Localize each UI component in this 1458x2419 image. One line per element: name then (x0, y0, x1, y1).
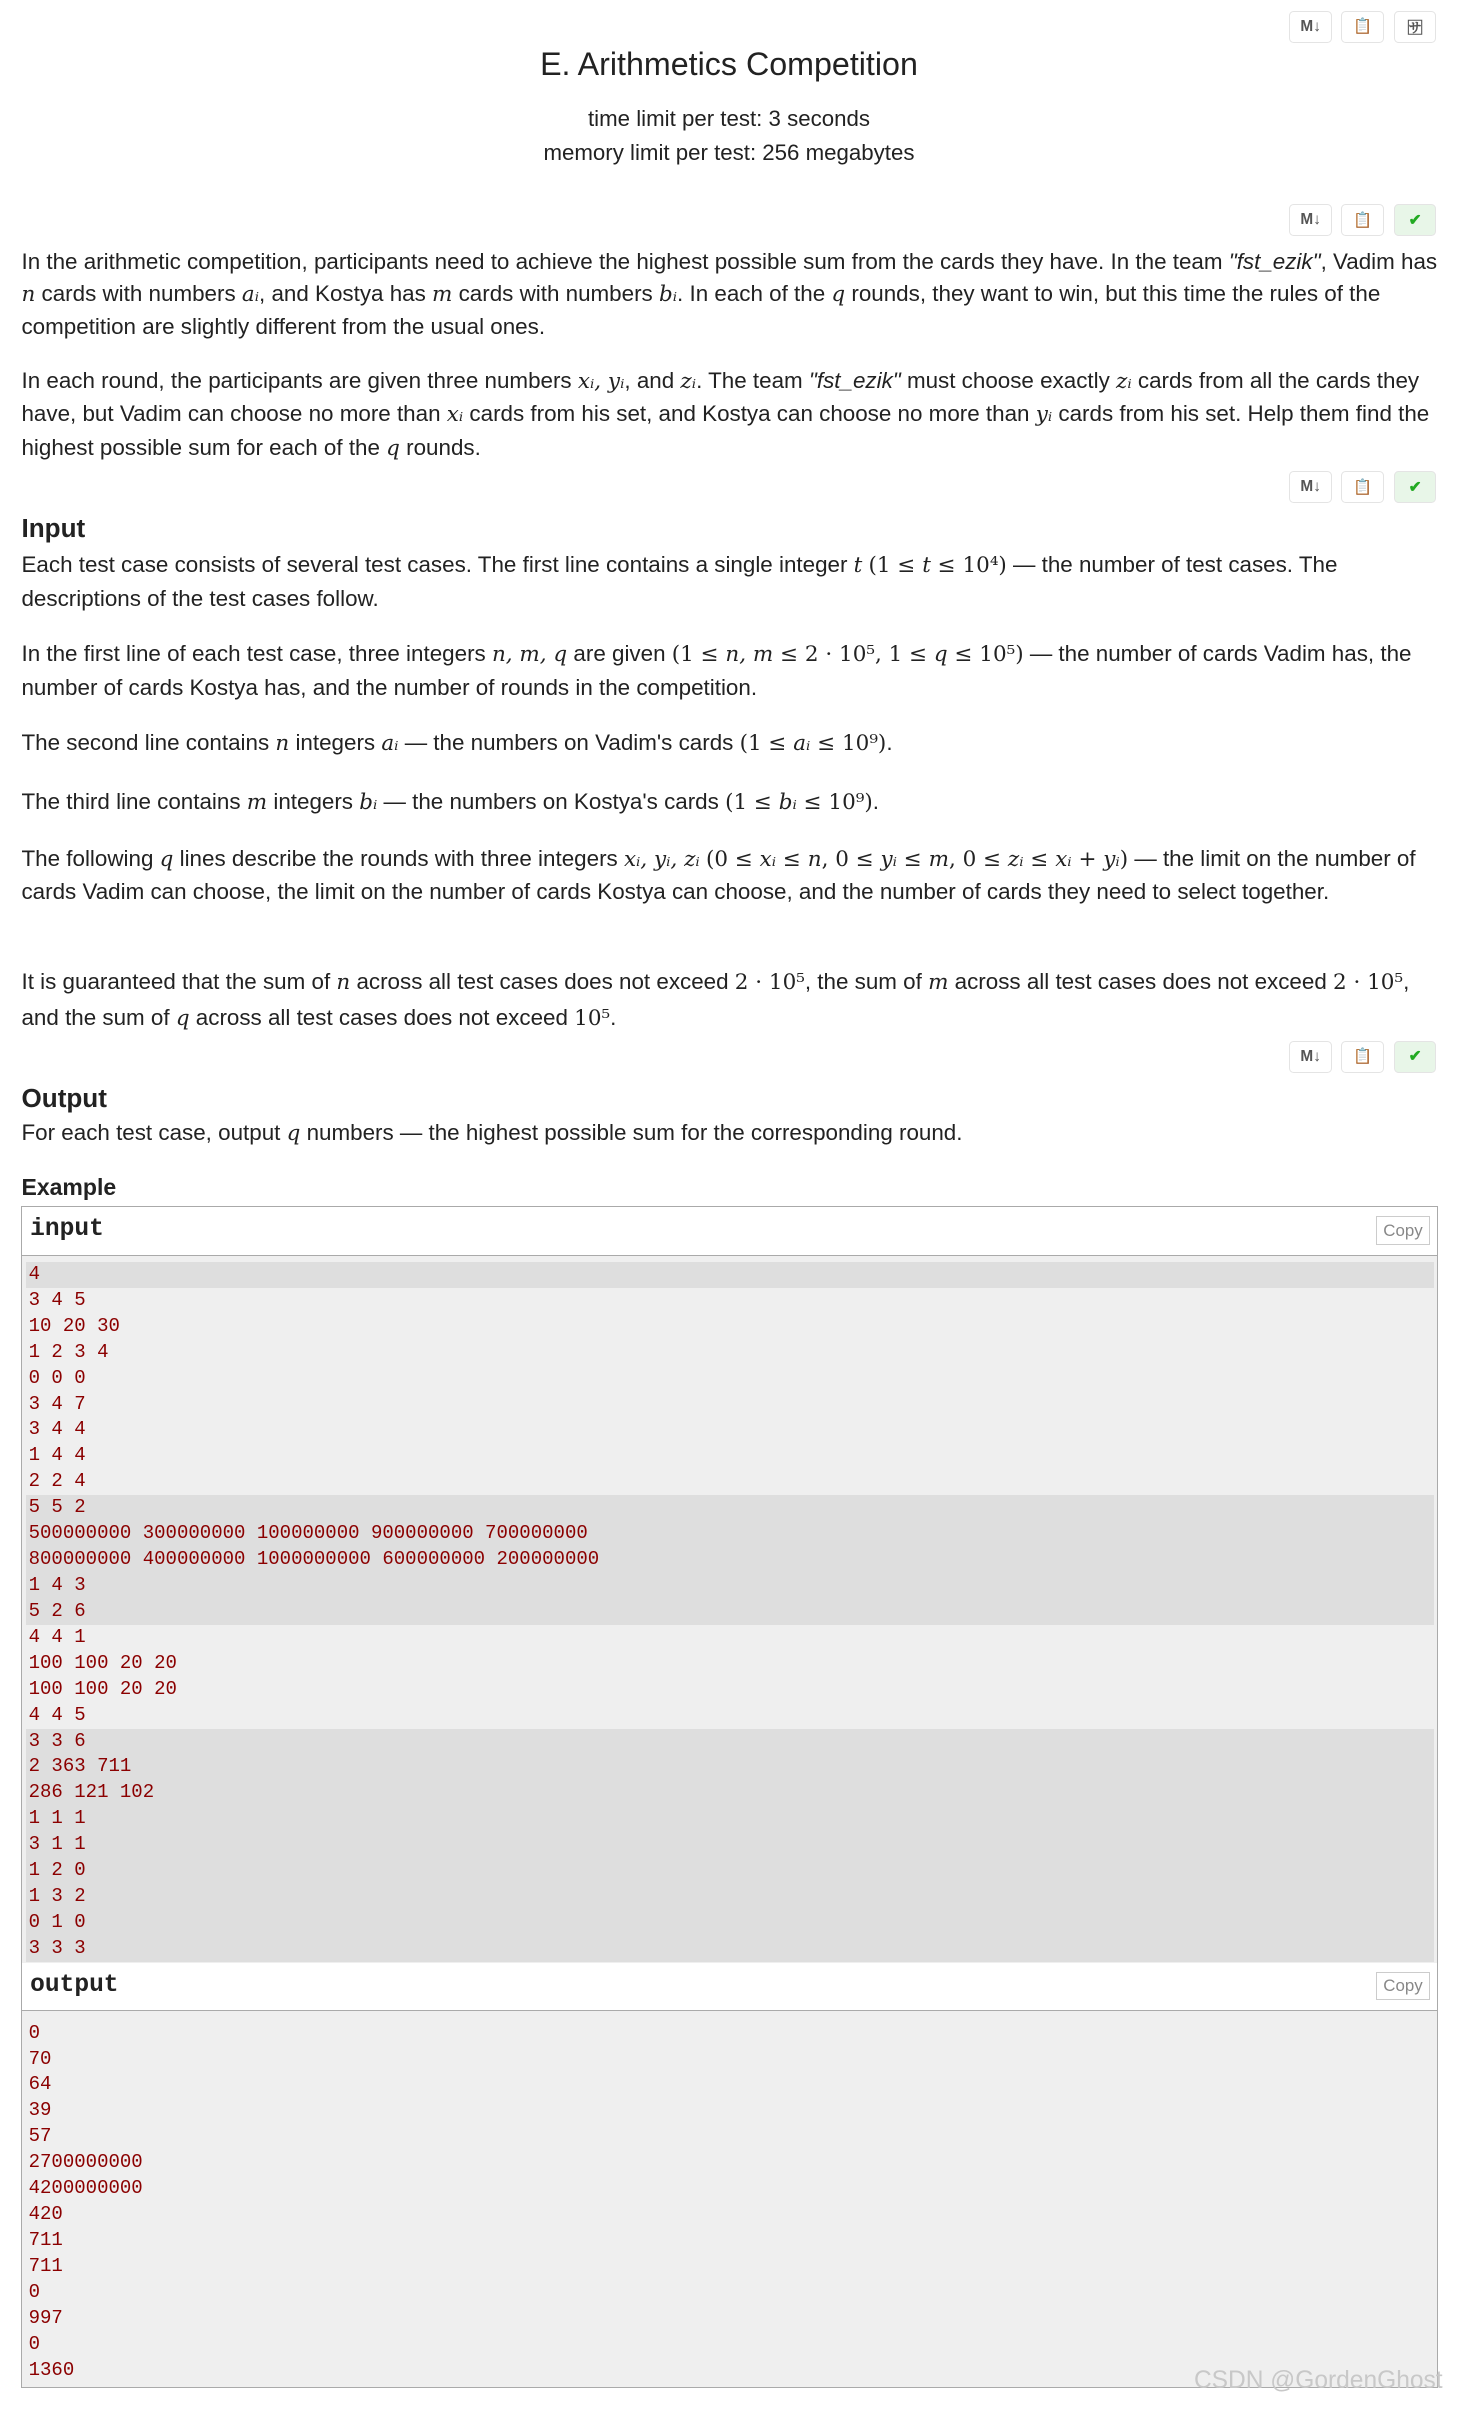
text-run: lines describe the rounds with three integers (173, 845, 624, 871)
math-run: 10⁵ (574, 1006, 611, 1032)
output-line: 39 (28, 2099, 52, 2122)
text-run: . (872, 788, 879, 814)
copy-output-button[interactable]: Copy (1376, 1972, 1430, 2000)
math-run: ≤ 10⁴) (930, 553, 1007, 579)
input-line: 800000000 400000000 1000000000 600000000 200000000 (26, 1547, 1435, 1573)
text-run: cards from all the cards they have, but Vadim can choose no more than (21, 368, 1420, 427)
math-run: zᵢ (1007, 846, 1024, 872)
input-line: 3 1 1 (26, 1832, 1435, 1858)
input-line: 3 3 3 (26, 1936, 1435, 1962)
math-run: ) (1119, 846, 1129, 872)
math-run: xᵢ (759, 846, 777, 872)
math-run: , 0 ≤ (948, 846, 1008, 872)
text-run: cards from his set. Help them find the highest possible sum for each of the (21, 401, 1430, 460)
markdown-button[interactable]: M↓ (1289, 1041, 1332, 1073)
input-spec-p5 (21, 964, 1441, 1037)
output-line: 2700000000 (28, 2151, 143, 2174)
output-line: 4200000000 (28, 2177, 143, 2200)
math-run: n (336, 969, 351, 995)
text-run: , and the sum of (21, 968, 1410, 1031)
markdown-button[interactable]: M↓ (1289, 11, 1332, 43)
input-line: 0 1 0 (26, 1910, 1435, 1936)
text-run: cards from his set, and Kostya can choose no more than (463, 401, 1036, 427)
math-run: ≤ (776, 846, 808, 872)
text-run: rounds, they want to win, but this time the rules of the competition are slightly different from the usual ones. (21, 280, 1381, 340)
math-run: t (853, 553, 863, 579)
math-run: m (246, 789, 268, 815)
math-run: (1 ≤ (868, 553, 923, 579)
input-line: 3 4 7 (28, 1392, 86, 1415)
output-line: 1360 (28, 2358, 75, 2381)
math-run: ≤ 10⁹) (810, 731, 887, 757)
input-line: 500000000 300000000 100000000 900000000 700000000 (26, 1521, 1435, 1547)
example-input-box (21, 1206, 1438, 1966)
markdown-button[interactable]: M↓ (1289, 471, 1332, 503)
text-run: In each round, the participants are given three numbers (21, 368, 578, 394)
toolbar-input (1289, 471, 1436, 503)
input-line: 5 2 6 (26, 1599, 1435, 1625)
math-run: q (386, 435, 400, 461)
math-run: xᵢ, yᵢ (577, 369, 625, 395)
input-line: 3 4 5 (28, 1288, 86, 1311)
input-spec-p2 (21, 727, 1441, 760)
math-run: q (831, 281, 846, 307)
output-line: 0 (28, 2332, 41, 2355)
text-run: , the sum of (804, 968, 929, 994)
math-run: (0 ≤ (705, 846, 760, 872)
math-run: 2 · 10⁵ (1333, 969, 1404, 995)
text-run: It is guaranteed that the sum of (21, 968, 337, 994)
math-run: (1 ≤ (725, 789, 779, 815)
math-run: zᵢ (680, 369, 697, 395)
math-run: xᵢ, yᵢ, zᵢ (623, 846, 700, 872)
input-label: input (30, 1216, 104, 1244)
math-run: ≤ (896, 846, 929, 872)
example-output-code (22, 2011, 1437, 2386)
watermark: CSDN @GordenGhost (1193, 2366, 1443, 2394)
text-run: . (610, 1005, 617, 1031)
math-run: n, m (725, 642, 774, 668)
input-line: 4 4 1 (28, 1625, 86, 1648)
input-line: 286 121 102 (26, 1780, 1435, 1806)
example-input-code (22, 1256, 1437, 1965)
input-line: 10 20 30 (28, 1314, 120, 1337)
math-run: bᵢ (359, 789, 378, 815)
text-run: — the numbers on Kostya's cards (377, 788, 726, 814)
text-run: — the limit on the number of cards Vadim can choose, the limit on the number of cards Kostya can choose, and the number of cards they need to select together. (21, 845, 1416, 904)
example-heading: Example (21, 1174, 117, 1201)
math-run: n (21, 281, 36, 307)
input-line: 5 5 2 (26, 1495, 1435, 1521)
problem-title: E. Arithmetics Competition (540, 46, 918, 83)
output-line: 711 (28, 2254, 63, 2277)
math-run: ≤ 10⁹) (796, 789, 873, 815)
text-run: across all test cases does not exceed (948, 968, 1334, 994)
text-run: , and Kostya has (259, 280, 433, 306)
math-run: aᵢ (381, 731, 399, 757)
math-run: q (933, 642, 948, 668)
translate-done-icon[interactable]: ✔ (1394, 204, 1437, 236)
math-run: q (175, 1006, 190, 1032)
math-run: xᵢ + yᵢ (1055, 846, 1120, 872)
math-run: q (286, 1121, 301, 1147)
toolbar-statement (1289, 204, 1436, 236)
math-run: aᵢ (793, 731, 811, 757)
math-run: (1 ≤ (739, 731, 794, 757)
text-run: integers (267, 788, 360, 814)
time-limit: time limit per test: 3 seconds (588, 105, 870, 131)
math-run: t (922, 553, 931, 579)
math-run: m (928, 969, 949, 995)
math-run: m (432, 281, 453, 307)
clipboard-icon[interactable]: 📋 (1341, 11, 1384, 43)
text-run: — the number of cards Vadim has, the number of cards Kostya has, and the number of rounds in the competition. (21, 641, 1412, 700)
math-run: , 0 ≤ (821, 846, 881, 872)
text-run: — the number of test cases. The descriptions of the test cases follow. (21, 552, 1338, 611)
math-run: ≤ 2 · 10⁵, 1 ≤ (773, 642, 934, 668)
example-output-box (21, 1963, 1438, 2388)
output-line: 997 (28, 2306, 63, 2329)
clipboard-icon[interactable]: 📋 (1341, 204, 1384, 236)
output-line: 711 (28, 2229, 63, 2252)
input-line: 1 2 0 (26, 1858, 1435, 1884)
math-run: m (928, 846, 949, 872)
text-run: numbers — the highest possible sum for the corresponding round. (300, 1120, 963, 1146)
toolbar-output (1289, 1041, 1436, 1073)
output-label: output (30, 1972, 119, 2000)
memory-limit: memory limit per test: 256 megabytes (543, 139, 915, 165)
text-run: The following (21, 845, 160, 871)
input-line: 2 363 711 (26, 1754, 1435, 1780)
input-spec-p1 (21, 638, 1441, 703)
clipboard-icon[interactable]: 📋 (1341, 1041, 1384, 1073)
translate-done-icon[interactable]: ✔ (1394, 471, 1437, 503)
output-line: 0 (28, 2021, 41, 2044)
input-line: 2 2 4 (28, 1470, 86, 1493)
math-run: 2 · 10⁵ (734, 969, 805, 995)
text-run: across all test cases does not exceed (189, 1005, 575, 1031)
math-run: bᵢ (658, 281, 678, 307)
output-heading: Output (21, 1083, 107, 1114)
input-line: 3 3 6 (26, 1729, 1435, 1755)
math-run: aᵢ (241, 281, 260, 307)
translate-icon[interactable]: 🈂 (1394, 11, 1437, 43)
math-run: bᵢ (778, 789, 797, 815)
translate-done-icon[interactable]: ✔ (1394, 1041, 1437, 1073)
math-run: (1 ≤ (671, 642, 726, 668)
text-run: Each test case consists of several test cases. The first line contains a single integer (21, 552, 854, 578)
toolbar-top (1289, 11, 1436, 43)
input-line: 4 4 5 (28, 1703, 86, 1726)
input-line: 3 4 4 (28, 1418, 86, 1441)
text-run: rounds. (399, 434, 481, 460)
output-line: 57 (28, 2125, 52, 2148)
math-run: n, m, q (491, 642, 568, 668)
input-line: 1 3 2 (26, 1884, 1435, 1910)
statement-p1 (21, 365, 1441, 465)
text-run: . In each of the (677, 280, 832, 306)
input-line: 1 1 1 (26, 1806, 1435, 1832)
text-run: In the first line of each test case, three integers (21, 641, 492, 667)
text-run: — the numbers on Vadim's cards (398, 730, 740, 756)
output-line: 0 (28, 2280, 41, 2303)
output-line: 70 (28, 2047, 52, 2070)
statement-p0 (21, 246, 1441, 344)
text-run: cards with numbers (35, 280, 242, 306)
copy-input-button[interactable]: Copy (1376, 1216, 1430, 1244)
text-run: , Vadim has (1320, 248, 1438, 274)
markdown-button[interactable]: M↓ (1289, 204, 1332, 236)
text-run: For each test case, output (21, 1120, 287, 1146)
math-run: q (159, 846, 174, 872)
text-run: , and (624, 368, 681, 394)
text-run: In the arithmetic competition, participants need to achieve the highest possible sum from the cards they have. In the team (21, 248, 1229, 274)
input-line: 0 0 0 (28, 1366, 86, 1389)
text-run: integers (289, 730, 382, 756)
input-line: 100 100 20 20 (28, 1677, 177, 1700)
math-run: xᵢ (446, 402, 464, 428)
text-run: . (886, 730, 893, 756)
text-run: . The team (696, 368, 809, 394)
input-spec-p4 (21, 843, 1441, 908)
text-run: The third line contains (21, 788, 247, 814)
math-run: n (807, 846, 822, 872)
output-line: 64 (28, 2073, 52, 2096)
text-run: cards with numbers (452, 280, 659, 306)
text-run: "fst_ezik" (1228, 248, 1321, 274)
output-spec (21, 1117, 1441, 1150)
math-run: zᵢ (1116, 369, 1132, 395)
input-spec-p3 (21, 786, 1441, 819)
input-heading: Input (21, 512, 86, 543)
input-spec-p0 (21, 549, 1441, 614)
input-line: 1 4 4 (28, 1444, 86, 1467)
input-line: 4 (26, 1262, 1435, 1288)
clipboard-icon[interactable]: 📋 (1341, 471, 1384, 503)
input-line: 1 2 3 4 (28, 1340, 109, 1363)
text-run: across all test cases does not exceed (350, 968, 735, 994)
text-run: "fst_ezik" (808, 368, 901, 394)
text-run: are given (567, 641, 672, 667)
math-run: ≤ 10⁵) (947, 642, 1024, 668)
text-run: The second line contains (21, 730, 276, 756)
input-line: 100 100 20 20 (28, 1651, 177, 1674)
math-run: yᵢ (880, 846, 897, 872)
text-run: must choose exactly (900, 368, 1117, 394)
math-run: ≤ (1023, 846, 1056, 872)
math-run: yᵢ (1035, 402, 1053, 428)
input-line: 1 4 3 (26, 1573, 1435, 1599)
math-run: n (275, 731, 290, 757)
output-line: 420 (28, 2203, 63, 2226)
